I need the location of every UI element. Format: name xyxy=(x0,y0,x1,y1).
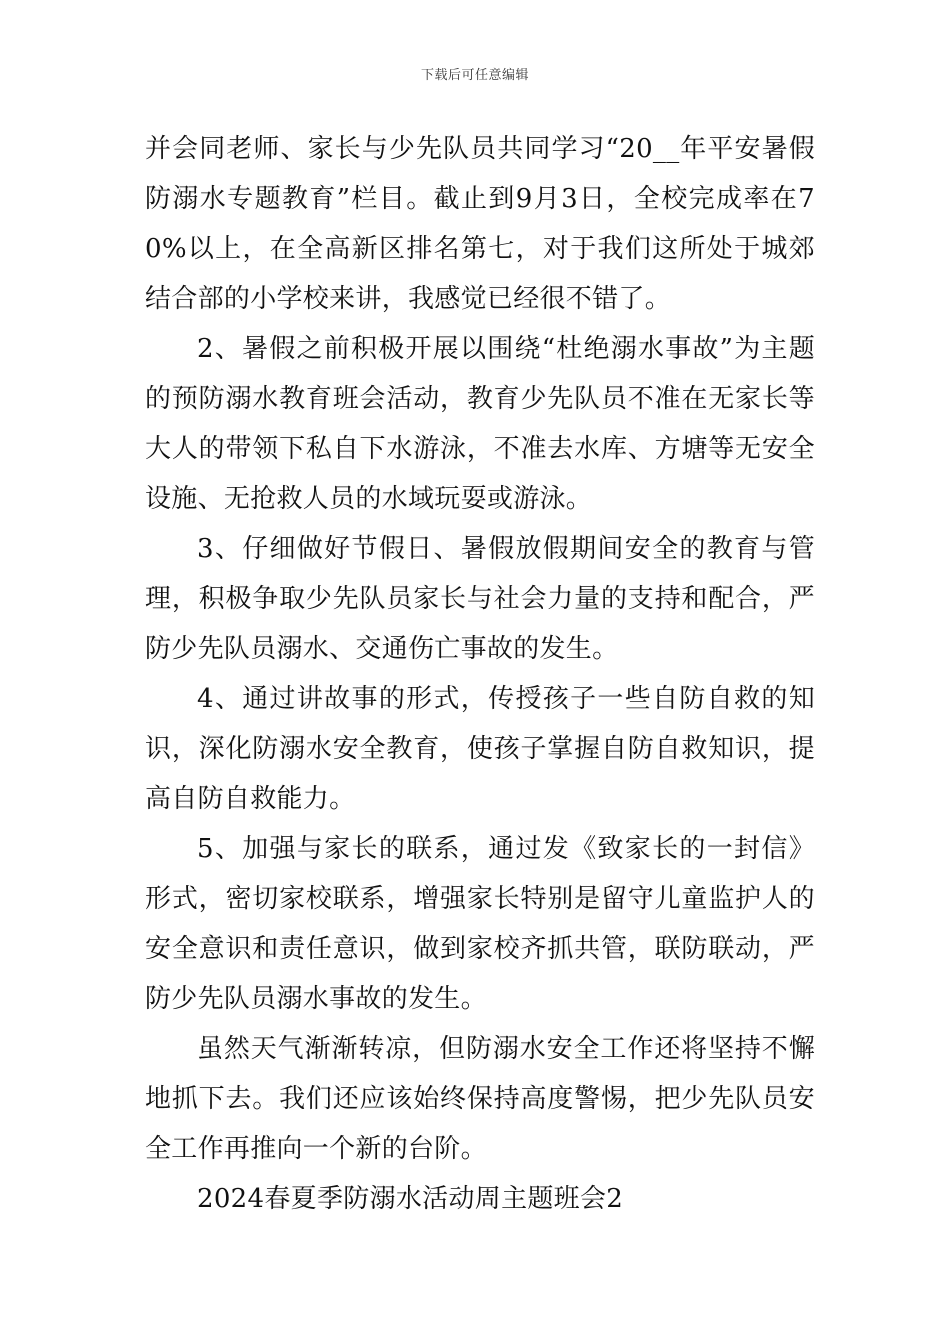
paragraph-continued: 并会同老师、家长与少先队员共同学习“20__年平安暑假防溺水专题教育”栏目。截止到9月3日，全校完成率在70%以上，在全高新区排名第七，对于我们这所处于城郊结合部的小学校来讲，我感觉已经很不错了。 xyxy=(145,134,815,314)
paragraph-item-2: 2、暑假之前积极开展以围绕“杜绝溺水事故”为主题的预防溺水教育班会活动，教育少先队员不准在无家长等大人的带领下私自下水游泳，不准去水库、方塘等无安全设施、无抢救人员的水域玩耍或游泳。 xyxy=(145,334,815,514)
page-header: 下载后可任意编辑 xyxy=(420,68,529,83)
document-body xyxy=(145,124,815,1224)
paragraph-item-5: 5、加强与家长的联系，通过发《致家长的一封信》形式，密切家校联系，增强家长特别是留守儿童监护人的安全意识和责任意识，做到家校齐抓共管，联防联动，严防少先队员溺水事故的发生。 xyxy=(145,834,815,1014)
paragraph-item-4: 4、通过讲故事的形式，传授孩子一些自防自救的知识，深化防溺水安全教育，使孩子掌握自防自救知识，提高自防自救能力。 xyxy=(145,684,815,814)
paragraph-closing: 虽然天气渐渐转凉，但防溺水安全工作还将坚持不懈地抓下去。我们还应该始终保持高度警惕，把少先队员安全工作再推向一个新的台阶。 xyxy=(145,1034,815,1164)
section-heading: 2024春夏季防溺水活动周主题班会2 xyxy=(197,1184,624,1214)
paragraph-item-3: 3、仔细做好节假日、暑假放假期间安全的教育与管理，积极争取少先队员家长与社会力量的支持和配合，严防少先队员溺水、交通伤亡事故的发生。 xyxy=(145,534,815,664)
